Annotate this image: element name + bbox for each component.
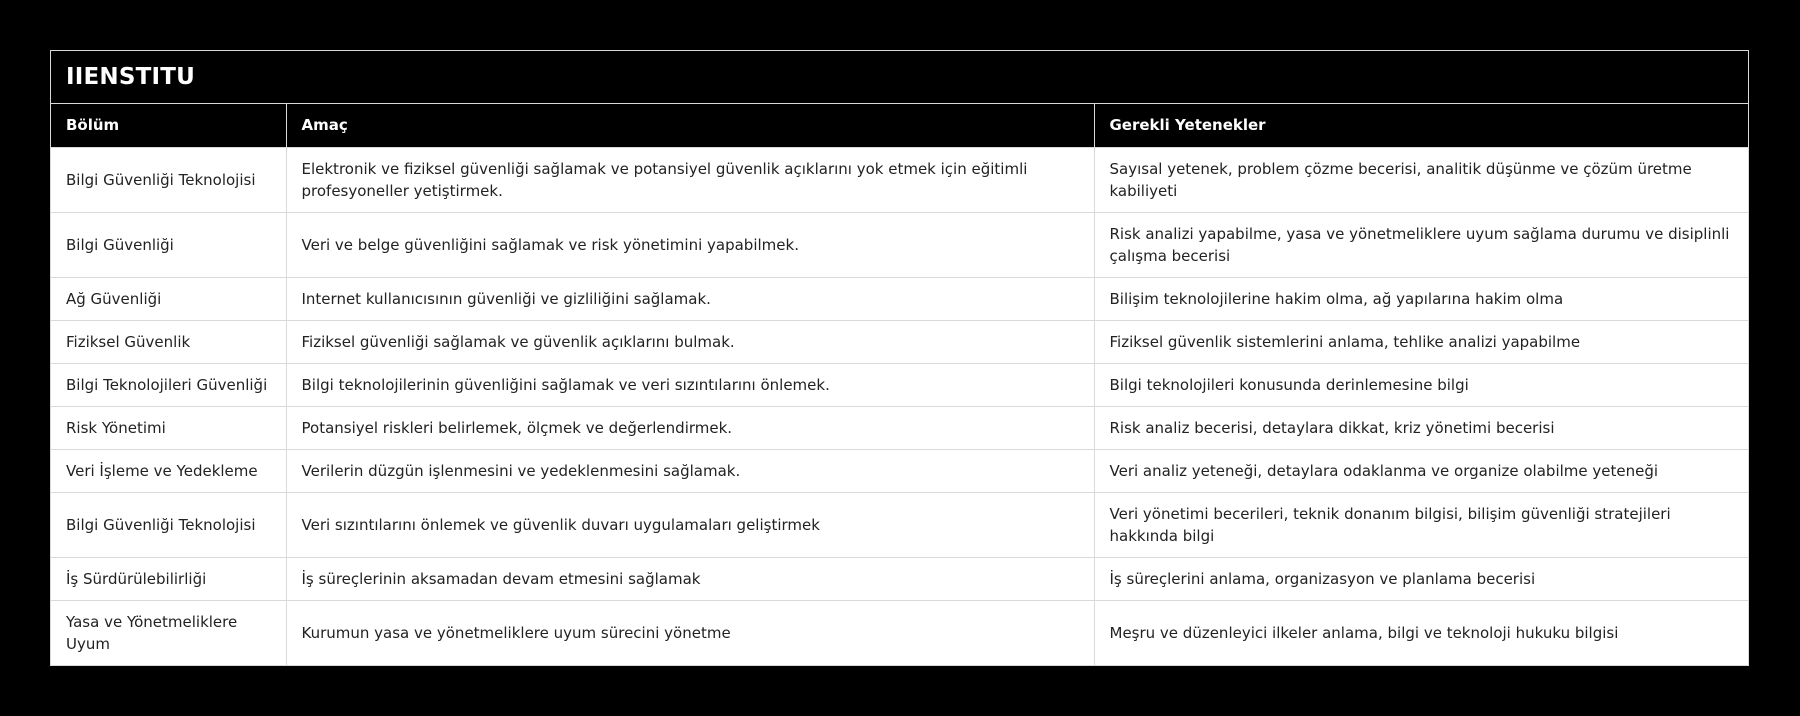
- cell-amac: Verilerin düzgün işlenmesini ve yedeklenmesini sağlamak.: [286, 449, 1094, 492]
- table-row: [51, 363, 1748, 406]
- cell-yetenekler: İş süreçlerini anlama, organizasyon ve planlama becerisi: [1094, 557, 1748, 600]
- table-row: [51, 406, 1748, 449]
- table-row: [51, 320, 1748, 363]
- cell-bolum: Ağ Güvenliği: [51, 277, 286, 320]
- cell-yetenekler: Veri yönetimi becerileri, teknik donanım bilgisi, bilişim güvenliği stratejileri hakkında bilgi: [1094, 492, 1748, 557]
- cell-yetenekler: Fiziksel güvenlik sistemlerini anlama, tehlike analizi yapabilme: [1094, 320, 1748, 363]
- cell-bolum: İş Sürdürülebilirliği: [51, 557, 286, 600]
- skills-table: [51, 104, 1748, 665]
- column-header-amac: Amaç: [286, 104, 1094, 147]
- cell-bolum: Bilgi Güvenliği Teknolojisi: [51, 147, 286, 212]
- cell-yetenekler: Sayısal yetenek, problem çözme becerisi, analitik düşünme ve çözüm üretme kabiliyeti: [1094, 147, 1748, 212]
- cell-yetenekler: Veri analiz yeteneği, detaylara odaklanma ve organize olabilme yeteneği: [1094, 449, 1748, 492]
- table-row: [51, 492, 1748, 557]
- cell-bolum: Bilgi Güvenliği Teknolojisi: [51, 492, 286, 557]
- table-row: [51, 277, 1748, 320]
- cell-yetenekler: Bilişim teknolojilerine hakim olma, ağ yapılarına hakim olma: [1094, 277, 1748, 320]
- cell-amac: Kurumun yasa ve yönetmeliklere uyum sürecini yönetme: [286, 600, 1094, 665]
- cell-amac: Potansiyel riskleri belirlemek, ölçmek ve değerlendirmek.: [286, 406, 1094, 449]
- cell-amac: Internet kullanıcısının güvenliği ve gizliliğini sağlamak.: [286, 277, 1094, 320]
- column-header-yetenekler: Gerekli Yetenekler: [1094, 104, 1748, 147]
- cell-amac: İş süreçlerinin aksamadan devam etmesini sağlamak: [286, 557, 1094, 600]
- table-row: [51, 600, 1748, 665]
- skills-table-container: [50, 50, 1749, 666]
- cell-bolum: Yasa ve Yönetmeliklere Uyum: [51, 600, 286, 665]
- cell-yetenekler: Risk analizi yapabilme, yasa ve yönetmeliklere uyum sağlama durumu ve disiplinli çalışma becerisi: [1094, 212, 1748, 277]
- cell-bolum: Bilgi Güvenliği: [51, 212, 286, 277]
- table-row: [51, 557, 1748, 600]
- cell-bolum: Risk Yönetimi: [51, 406, 286, 449]
- cell-amac: Veri ve belge güvenliğini sağlamak ve risk yönetimini yapabilmek.: [286, 212, 1094, 277]
- cell-amac: Elektronik ve fiziksel güvenliği sağlamak ve potansiyel güvenlik açıklarını yok etmek için eğitimli profesyoneller yetiştirmek.: [286, 147, 1094, 212]
- cell-bolum: Bilgi Teknolojileri Güvenliği: [51, 363, 286, 406]
- cell-amac: Fiziksel güvenliği sağlamak ve güvenlik açıklarını bulmak.: [286, 320, 1094, 363]
- cell-yetenekler: Bilgi teknolojileri konusunda derinlemesine bilgi: [1094, 363, 1748, 406]
- cell-yetenekler: Risk analiz becerisi, detaylara dikkat, kriz yönetimi becerisi: [1094, 406, 1748, 449]
- cell-amac: Veri sızıntılarını önlemek ve güvenlik duvarı uygulamaları geliştirmek: [286, 492, 1094, 557]
- cell-yetenekler: Meşru ve düzenleyici ilkeler anlama, bilgi ve teknoloji hukuku bilgisi: [1094, 600, 1748, 665]
- cell-bolum: Fiziksel Güvenlik: [51, 320, 286, 363]
- table-header-row: [51, 104, 1748, 147]
- table-row: [51, 147, 1748, 212]
- table-row: [51, 449, 1748, 492]
- table-row: [51, 212, 1748, 277]
- table-title: IIENSTITU: [51, 51, 1748, 104]
- cell-bolum: Veri İşleme ve Yedekleme: [51, 449, 286, 492]
- column-header-bolum: Bölüm: [51, 104, 286, 147]
- cell-amac: Bilgi teknolojilerinin güvenliğini sağlamak ve veri sızıntılarını önlemek.: [286, 363, 1094, 406]
